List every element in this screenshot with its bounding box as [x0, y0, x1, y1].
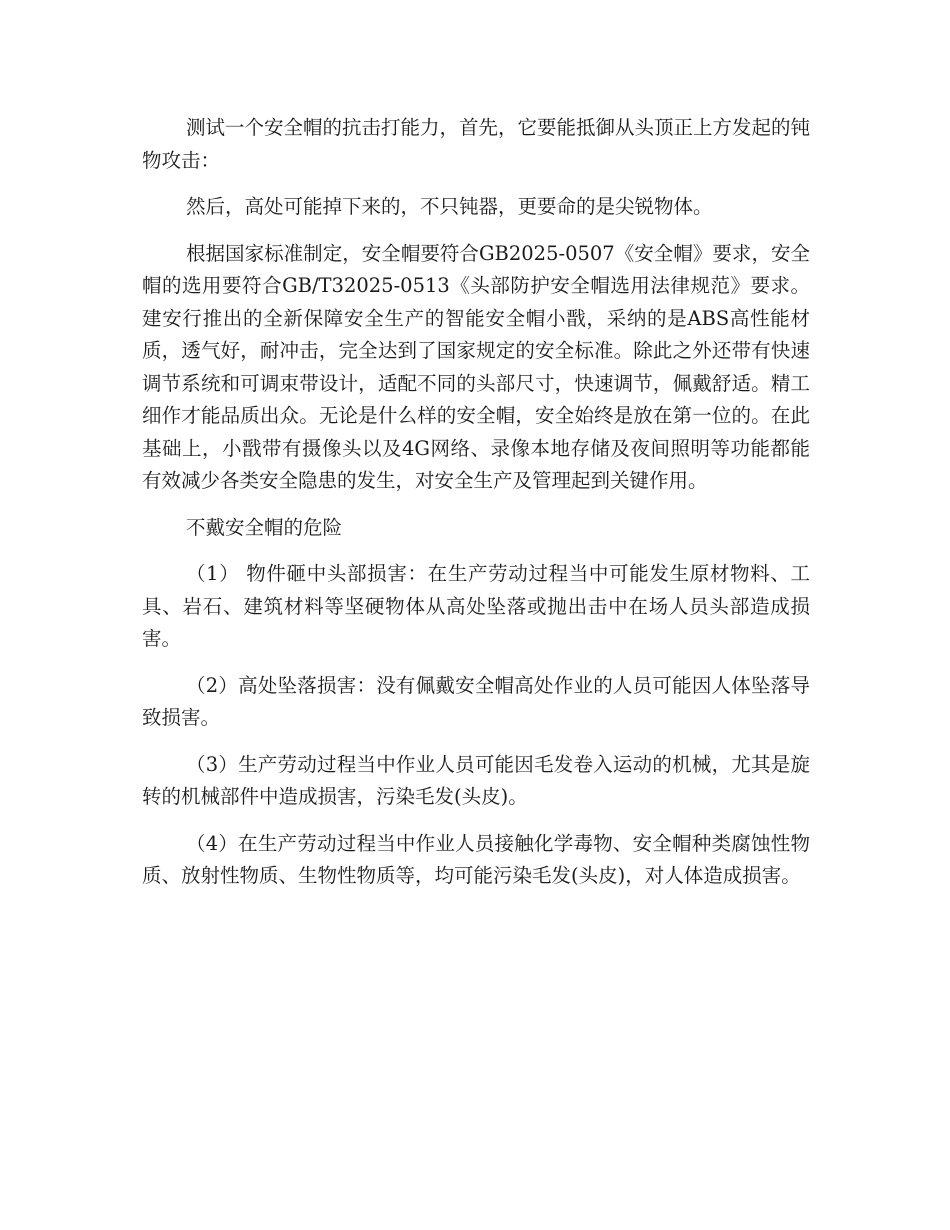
list-item-danger-4: （4）在生产劳动过程当中作业人员接触化学毒物、安全帽种类腐蚀性物质、放射性物质、生物性物质等，均可能污染毛发(头皮)，对人体造成损害。	[142, 831, 810, 887]
list-item-danger-2: （2）高处坠落损害：没有佩戴安全帽高处作业的人员可能因人体坠落导致损害。	[142, 673, 810, 729]
document-body	[142, 112, 810, 907]
paragraph-national-standard: 根据国家标准制定，安全帽要符合GB2025-0507《安全帽》要求，安全帽的选用要符合GB/T32025-0513《头部防护安全帽选用法律规范》要求。建安行推出的全新保障安全生产的智能安全帽小戬，采纳的是ABS高性能材质，透气好，耐冲击，完全达到了国家规定的安全标准。除此之外还带有快速调节系统和可调束带设计，适配不同的头部尺寸，快速调节，佩戴舒适。精工细作才能品质出众。无论是什么样的安全帽，安全始终是放在第一位的。在此基础上，小戬带有摄像头以及4G网络、录像本地存储及夜间照明等功能都能有效减少各类安全隐患的发生，对安全生产及管理起到关键作用。	[142, 241, 810, 492]
list-item-danger-1: （1） 物件砸中头部损害：在生产劳动过程当中可能发生原材物料、工具、岩石、建筑材料等坚硬物体从高处坠落或抛出击中在场人员头部造成损害。	[142, 562, 810, 650]
paragraph-impact-test: 测试一个安全帽的抗击打能力，首先，它要能抵御从头顶正上方发起的钝物攻击：	[142, 116, 811, 172]
paragraph-sharp-objects: 然后，高处可能掉下来的，不只钝器，更要命的是尖锐物体。	[186, 195, 713, 218]
list-item-danger-3: （3）生产劳动过程当中作业人员可能因毛发卷入运动的机械，尤其是旋转的机械部件中造成损害，污染毛发(头皮)。	[142, 752, 810, 808]
section-heading-dangers: 不戴安全帽的危险	[186, 515, 343, 539]
